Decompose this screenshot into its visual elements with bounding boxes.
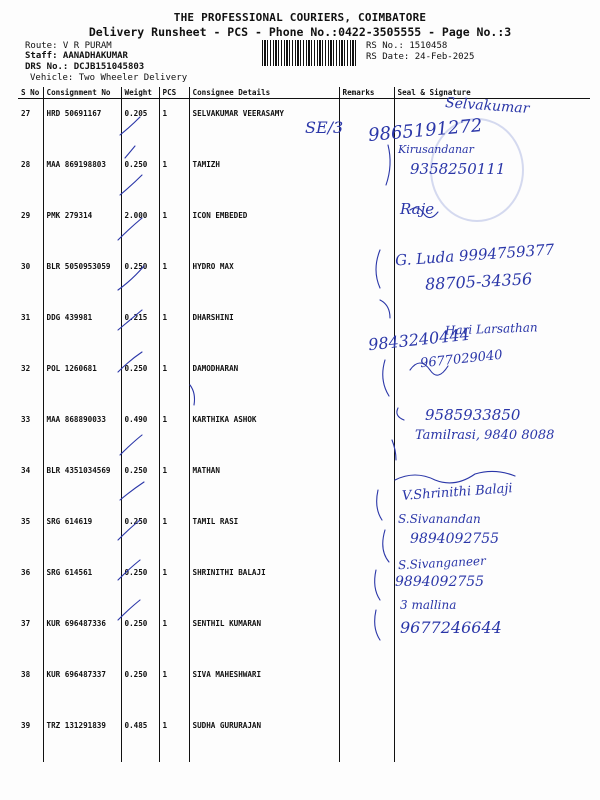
signature-28-phone: 9358250111 [410, 160, 506, 178]
col-signature: Seal & Signature [394, 87, 590, 99]
cell-pcs: 1 [159, 558, 189, 609]
signature-31-b: 88705-34356 [424, 269, 533, 294]
cell-sno: 31 [21, 313, 31, 322]
rs-number: RS No.: 1510458 [366, 41, 448, 51]
cell-weight: 0.250 [121, 558, 159, 609]
cell-consignment: MAA 869198803 [43, 150, 121, 201]
cell-consignee: DAMODHARAN [189, 354, 339, 405]
cell-consignee: TAMIZH [189, 150, 339, 201]
cell-sno: 27 [21, 109, 31, 118]
signature-38-a: S.Sivanganeer [397, 553, 487, 573]
cell-weight: 0.490 [121, 405, 159, 456]
runsheet-title: Delivery Runsheet - PCS - Phone No.:0422-3505555 - Page No.:3 [88, 25, 512, 39]
drs-number: DRS No.: DCJB151045803 [25, 62, 145, 72]
col-pcs: PCS [159, 87, 189, 99]
signature-29: Raje [400, 200, 435, 218]
cell-pcs: 1 [159, 252, 189, 303]
cell-weight: 0.250 [121, 660, 159, 711]
signature-33: 9677029040 [419, 347, 504, 372]
cell-pcs: 1 [159, 507, 189, 558]
signature-37-b: S.Sivanandan [398, 512, 481, 526]
cell-consignee: SENTHIL KUMARAN [189, 609, 339, 660]
route-label: Route: V R PURAM [25, 41, 112, 51]
cell-consignee: SIVA MAHESHWARI [189, 660, 339, 711]
cell-consignee: HYDRO MAX [189, 252, 339, 303]
cell-sno: 28 [21, 160, 31, 169]
vehicle-label: Vehicle: Two Wheeler Delivery [30, 73, 188, 83]
cell-consignment: TRZ 131291839 [43, 711, 121, 762]
signature-32-b: 9843240444 [367, 324, 471, 355]
cell-sno: 33 [21, 415, 31, 424]
signature-38-b: 9894092755 [395, 574, 485, 590]
company-name: THE PROFESSIONAL COURIERS, COIMBATORE [173, 11, 427, 24]
col-sno: S No [18, 87, 43, 99]
cell-pcs: 1 [159, 609, 189, 660]
cell-consignee: ICON EMBEDED [189, 201, 339, 252]
signature-35-name: Tamilrasi, 9840 8088 [415, 428, 555, 443]
signature-37-c: 9894092755 [410, 531, 500, 547]
col-weight: Weight [121, 87, 159, 99]
cell-sno: 34 [21, 466, 31, 475]
cell-weight: 0.250 [121, 507, 159, 558]
cell-weight: 0.250 [121, 354, 159, 405]
cell-consignment: POL 1260681 [43, 354, 121, 405]
cell-weight: 0.250 [121, 150, 159, 201]
cell-consignment: HRD 50691167 [43, 99, 121, 151]
cell-sno: 36 [21, 568, 31, 577]
cell-weight: 0.250 [121, 252, 159, 303]
signature-32-a: Hari Larsathan [444, 320, 538, 338]
cell-pcs: 1 [159, 456, 189, 507]
cell-weight: 0.205 [121, 99, 159, 151]
cell-sno: 35 [21, 517, 31, 526]
signature-35-phone: 9585933850 [425, 406, 521, 424]
cell-consignment: BLR 5050953059 [43, 252, 121, 303]
cell-consignment: KUR 696487337 [43, 660, 121, 711]
cell-sno: 29 [21, 211, 31, 220]
remark-handwriting-27: SE/3 [305, 118, 344, 137]
col-consignment: Consignment No [43, 87, 121, 99]
signature-37-a: V.Shrinithi Balaji [401, 481, 514, 504]
cell-consignment: DDG 439981 [43, 303, 121, 354]
cell-consignment: SRG 614619 [43, 507, 121, 558]
cell-consignee: SUDHA GURURAJAN [189, 711, 339, 762]
cell-pcs: 1 [159, 99, 189, 151]
cell-pcs: 1 [159, 711, 189, 762]
cell-consignment: MAA 868890033 [43, 405, 121, 456]
signature-39-a: 3 mallina [400, 598, 457, 612]
cell-consignee: SHRINITHI BALAJI [189, 558, 339, 609]
cell-sno: 38 [21, 670, 31, 679]
cell-consignee: TAMIL RASI [189, 507, 339, 558]
cell-weight: 2.000 [121, 201, 159, 252]
cell-consignee: MATHAN [189, 456, 339, 507]
cell-consignment: BLR 4351034569 [43, 456, 121, 507]
cell-weight: 0.250 [121, 609, 159, 660]
signature-31-a: G. Luda 9994759377 [394, 240, 555, 270]
signature-28-name: Kirusandanar [398, 143, 474, 156]
cell-sno: 37 [21, 619, 31, 628]
signature-27-phone: 9865191272 [367, 115, 484, 146]
cell-consignment: PMK 279314 [43, 201, 121, 252]
rs-date: RS Date: 24-Feb-2025 [366, 52, 475, 62]
cell-consignee: KARTHIKA ASHOK [189, 405, 339, 456]
cell-consignment: KUR 696487336 [43, 609, 121, 660]
cell-sno: 39 [21, 721, 31, 730]
signature-27-name: Selvakumar [444, 95, 530, 117]
cell-weight: 0.215 [121, 303, 159, 354]
cell-consignment: SRG 614561 [43, 558, 121, 609]
cell-pcs: 1 [159, 201, 189, 252]
cell-weight: 0.485 [121, 711, 159, 762]
staff-label: Staff: AANADHAKUMAR [25, 51, 128, 61]
col-consignee: Consignee Details [189, 87, 339, 99]
col-remarks: Remarks [339, 87, 394, 99]
cell-consignee: SELVAKUMAR VEERASAMY [189, 99, 339, 151]
signature-39-b: 9677246644 [400, 618, 502, 637]
cell-pcs: 1 [159, 405, 189, 456]
cell-weight: 0.250 [121, 456, 159, 507]
cell-sno: 32 [21, 364, 31, 373]
cell-pcs: 1 [159, 660, 189, 711]
cell-consignee: DHARSHINI [189, 303, 339, 354]
cell-sno: 30 [21, 262, 31, 271]
cell-pcs: 1 [159, 150, 189, 201]
cell-pcs: 1 [159, 303, 189, 354]
cell-pcs: 1 [159, 354, 189, 405]
